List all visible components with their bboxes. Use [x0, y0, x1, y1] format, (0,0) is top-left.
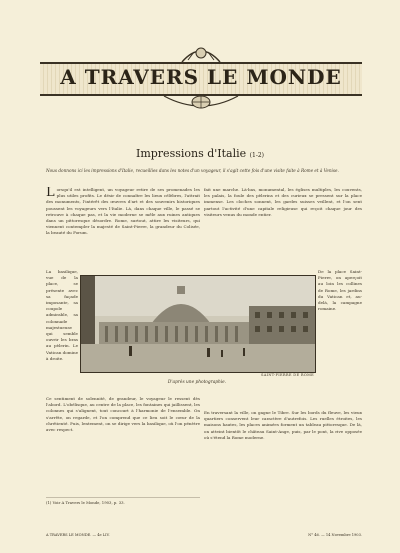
footnote-rule [46, 497, 200, 498]
saint-peter-photo [80, 275, 316, 373]
article-title-note: (1-2) [249, 152, 265, 159]
photo-caption: SAINT-PIERRE DE ROME [260, 373, 314, 377]
right-column-top: fait une marche. Là-bas, monumental, les églises multiples, les couvents, les palais, la foule des pèlerins et des curieux se pressent sur la place immense. Les cloches sonnent, les gardes suisses veillent, et l'on sent partout l'activité d'une capitale religieuse qui reçoit chaque jour des visiteurs venus du monde entier. [204, 187, 362, 217]
masthead [40, 44, 362, 114]
crest-ornament-icon [180, 44, 222, 64]
photo-credit: D'après une photographie. [167, 380, 227, 385]
footer-left: A TRAVERS LE MONDE. — 4e LIV. [46, 533, 110, 537]
left-narrow-column: La basilique, vue de la place, se présente avec sa façade imposante, sa coupole admirable, sa colonnade majestueuse qui semble ouvrir les bras au pèlerin. Le Vatican domine à droite. [46, 269, 78, 361]
right-column-bottom: En traversant la ville, on gagne le Tibre. Sur les bords du fleuve, les vieux quartiers conservent leur caractère d'autrefois. Les ruelles étroites, les maisons hautes, les places animées forment un tableau pittoresque. De là, on atteint bientôt le château Saint-Ange, puis, par le pont, la rive opposée où s'étend la Rome moderne. [204, 410, 362, 440]
right-narrow-column: De la place Saint-Pierre, on aperçoit au loin les collines de Rome, les jardins du Vatican et, au-delà, la campagne romaine. [318, 269, 362, 312]
page-footer [46, 533, 362, 541]
footer-right: N° 46. — 14 Novembre 1903. [308, 533, 362, 537]
article-lede: Nous donnons ici les impressions d'Italie, recueillies dans les notes d'un voyageur, il s'agit cette fois d'une visite faite à Rome et à Venise. [46, 168, 339, 173]
drop-cap: L [46, 187, 55, 200]
article-title [0, 147, 400, 160]
left-column-bottom: Ce sentiment de solennité, de grandeur, le voyageur le ressent dès l'abord. L'obélisque, au centre de la place, les fontaines qui jaillissent, les colonnes qui s'alignent, tout concourt à l'harmonie de l'ensemble. On s'arrête, on regarde, et l'on comprend que ce lieu soit le cœur de la chrétienté. Puis, lentement, on se dirige vers la basilique, où l'on pénètre avec respect. [46, 396, 200, 433]
footnote-text: (1) Voir A Travers le Monde, 1903, p. 33. [46, 500, 125, 505]
left-column-top [46, 187, 200, 269]
footnote [46, 497, 200, 505]
masthead-title: A TRAVERS LE MONDE [60, 65, 342, 89]
left-column-top-text: orsqu'il est intelligent, un voyageur retire de ses promenades les plus utiles profits. Le désir de connaître les lieux célèbres, l'attrait des monuments, l'intérêt des œuvres d'art et des souvenirs historiques poussent les voyageurs vers l'Italie. Là, dans chaque ville, le passé se retrouve à chaque pas, et la vie moderne se mêle aux ruines antiques dans un pittoresque désordre. Rome, surtout, attire les visiteurs, qui viennent contempler la majesté de Saint-Pierre, la grandeur du Colisée, la beauté du Forum. [46, 187, 200, 236]
globe-ornament-icon [160, 94, 242, 112]
article-title-text: Impressions d'Italie [135, 147, 247, 160]
basilica-illustration [81, 276, 315, 372]
